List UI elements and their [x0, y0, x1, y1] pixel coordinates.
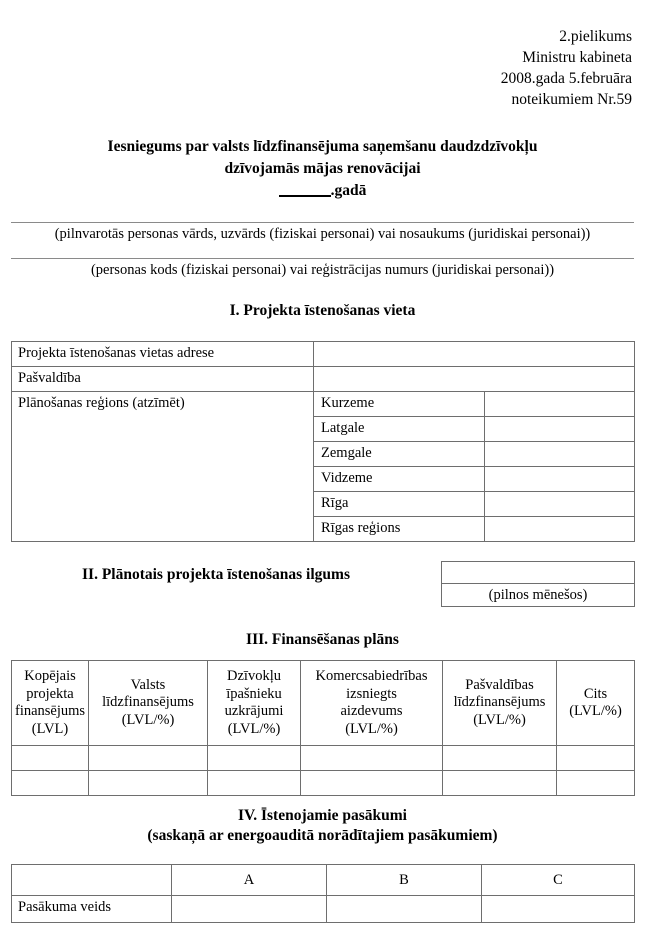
col-part: (LVL/%): [227, 720, 281, 737]
signature-rule-name: [11, 222, 634, 223]
table-row: [12, 771, 635, 796]
finance-cell[interactable]: [89, 746, 208, 771]
project-duration-table: [441, 561, 635, 607]
finance-col-total: [12, 661, 89, 746]
finance-cell[interactable]: [89, 771, 208, 796]
project-location-table: [11, 341, 635, 542]
section-4-heading-line-1: IV. Īstenojamie pasākumi: [238, 807, 407, 824]
col-part: (LVL/%): [569, 703, 622, 719]
section-1-heading: I. Projekta īstenošanas vieta: [229, 302, 416, 319]
measures-cell-b[interactable]: [327, 896, 482, 923]
page-title: [48, 136, 597, 202]
measures-cell-c[interactable]: [482, 896, 635, 923]
row-label-municipality: Pašvaldība: [12, 367, 314, 392]
caption-person-name: (pilnvarotās personas vārds, uzvārds (fiziskai personai) vai nosaukums (juridiskai personai)): [54, 226, 591, 242]
col-part: uzkrājumi: [224, 703, 284, 719]
section-3-heading: III. Finansēšanas plāns: [246, 631, 399, 648]
finance-cell[interactable]: [557, 746, 635, 771]
measures-col-c: C: [482, 865, 635, 896]
table-row: [12, 342, 635, 367]
table-row: [12, 896, 635, 923]
table-header-row: [12, 865, 635, 896]
duration-value-field[interactable]: [442, 562, 635, 584]
section-4-heading-line-2: (saskaņā ar energoauditā norādītajiem pasākumiem): [147, 827, 498, 844]
finance-cell[interactable]: [12, 771, 89, 796]
region-name-rigas-regions: Rīgas reģions: [314, 517, 485, 542]
title-year-line: [48, 180, 597, 202]
measures-col-a: A: [172, 865, 327, 896]
title-line-2: dzīvojamās mājas renovācijai: [224, 159, 421, 177]
finance-cell[interactable]: [443, 771, 557, 796]
col-part: finansējums: [15, 703, 86, 719]
col-part: aizdevums: [340, 703, 403, 719]
section-4-heading: [11, 806, 634, 846]
measures-col-blank: [12, 865, 172, 896]
finance-cell[interactable]: [301, 771, 443, 796]
header-line-1: 2.pielikums: [559, 28, 632, 45]
table-row: [442, 584, 635, 607]
col-part: Pašvaldības: [465, 676, 534, 693]
duration-unit-caption: (pilnos mēnešos): [442, 584, 635, 607]
finance-col-state: [89, 661, 208, 746]
table-row: [12, 367, 635, 392]
region-checkbox-latgale[interactable]: [485, 417, 635, 442]
region-name-zemgale: Zemgale: [314, 442, 485, 467]
table-row: [12, 746, 635, 771]
region-name-latgale: Latgale: [314, 417, 485, 442]
signature-rule-code: [11, 258, 634, 259]
title-line-1: Iesniegums par valsts līdzfinansējuma saņemšanu daudzdzīvokļu: [107, 138, 538, 155]
measures-col-b: B: [327, 865, 482, 896]
region-checkbox-rigas-regions[interactable]: [485, 517, 635, 542]
finance-col-municipality: [443, 661, 557, 746]
region-name-riga: Rīga: [314, 492, 485, 517]
col-part: Valsts: [130, 676, 166, 693]
finance-cell[interactable]: [557, 771, 635, 796]
finance-cell[interactable]: [208, 771, 301, 796]
col-part: īpašnieku: [226, 685, 282, 702]
title-year-suffix: .gadā: [330, 182, 367, 199]
region-checkbox-vidzeme[interactable]: [485, 467, 635, 492]
measures-row-label-type: Pasākuma veids: [12, 896, 172, 923]
finance-cell[interactable]: [208, 746, 301, 771]
region-name-vidzeme: Vidzeme: [314, 467, 485, 492]
region-checkbox-kurzeme[interactable]: [485, 392, 635, 417]
document-header-block: [501, 26, 632, 110]
finance-cell[interactable]: [443, 746, 557, 771]
region-name-kurzeme: Kurzeme: [314, 392, 485, 417]
col-part: (LVL/%): [121, 711, 175, 728]
table-row: [12, 392, 635, 417]
col-part: Dzīvokļu: [227, 668, 281, 684]
finance-col-loan: [301, 661, 443, 746]
row-label-planning-region: Plānošanas reģions (atzīmēt): [12, 392, 314, 542]
table-header-row: [12, 661, 635, 746]
header-line-2: Ministru kabineta: [522, 49, 632, 66]
col-part: (LVL): [31, 720, 69, 737]
col-part: Kopējais: [24, 668, 76, 684]
header-line-4: noteikumiem Nr.59: [511, 91, 632, 108]
col-part: (LVL/%): [345, 720, 398, 737]
row-value-municipality[interactable]: [314, 367, 635, 392]
col-part: izsniegts: [346, 685, 397, 702]
col-part: projekta: [26, 685, 74, 702]
row-value-address[interactable]: [314, 342, 635, 367]
section-2-heading: II. Plānotais projekta īstenošanas ilgums: [82, 566, 350, 583]
measures-cell-a[interactable]: [172, 896, 327, 923]
col-part: (LVL/%): [473, 711, 526, 728]
caption-person-code: (personas kods (fiziskai personai) vai reģistrācijas numurs (juridiskai personai)): [90, 262, 555, 278]
financing-plan-table: [11, 660, 635, 796]
col-part: Cits: [583, 685, 608, 702]
measures-table: [11, 864, 635, 923]
col-part: līdzfinansējums: [102, 694, 194, 711]
header-line-3: 2008.gada 5.februāra: [500, 70, 632, 87]
table-row: [442, 562, 635, 584]
col-part: Komercsabiedrības: [315, 668, 428, 684]
year-blank-field[interactable]: [279, 182, 331, 197]
region-checkbox-riga[interactable]: [485, 492, 635, 517]
finance-col-other: [557, 661, 635, 746]
finance-cell[interactable]: [12, 746, 89, 771]
region-checkbox-zemgale[interactable]: [485, 442, 635, 467]
finance-col-owners: [208, 661, 301, 746]
col-part: līdzfinansējums: [453, 694, 546, 711]
row-label-address: Projekta īstenošanas vietas adrese: [12, 342, 314, 367]
finance-cell[interactable]: [301, 746, 443, 771]
